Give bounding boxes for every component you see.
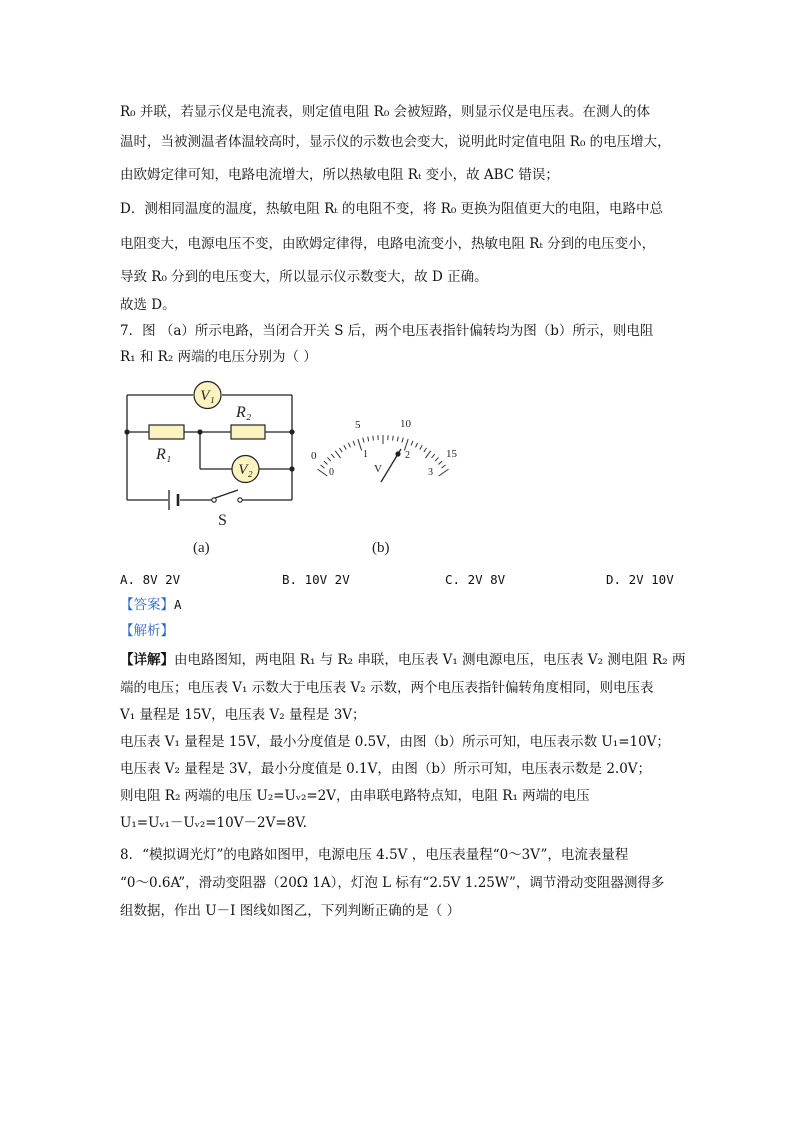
question-8-stem: 8．“模拟调光灯”的电路如图甲，电源电压 4.5V ，电压表量程“0～3V”，电流表量程 [120, 847, 629, 863]
r2-label: R₂ [236, 404, 252, 421]
answer-label: 【答案】 [120, 597, 174, 613]
text-line: 由欧姆定律可知，电路电流增大，所以热敏电阻 Rₜ 变小，故 ABC 错误； [120, 167, 559, 183]
question-7-stem: 7．图 （a）所示电路，当闭合开关 S 后，两个电压表指针偏转均为图（b）所示，则电阻 [120, 323, 654, 339]
figure-b-caption: (b) [372, 540, 390, 555]
detail-text: 由电路图知，两电阻 R₁ 与 R₂ 串联，电压表 V₁ 测电源电压，电压表 V₂ 测电阻 R₂ 两 [174, 652, 686, 668]
dial-tick [327, 457, 330, 461]
dial-tick [321, 465, 325, 468]
dial-label-15: 15 [446, 448, 457, 460]
r1-label: R₁ [156, 446, 172, 463]
dial-tick [425, 451, 430, 458]
dial-tick [339, 448, 342, 452]
detail-text: 电压表 V₁ 量程是 15V，最小分度值是 0.5V，由图（b）所示可知，电压表示数 U₁=10V； [120, 734, 670, 750]
dial-tick [411, 441, 413, 446]
dial-tick [439, 469, 449, 476]
question-8-stem: “0～0.6A”，滑动变阻器（20Ω 1A），灯泡 L 标有“2.5V 1.25W”，调节滑动变阻器测得多 [120, 875, 665, 891]
analysis-label: 【解析】 [120, 623, 174, 639]
dial-tick [363, 438, 364, 443]
text-line: 故选 D。 [120, 297, 176, 313]
text-line: 电阻变大，电源电压不变，由欧姆定律得，电路电流变小，热敏电阻 Rₜ 分到的电压变小， [120, 236, 656, 252]
figure-a-caption: (a) [193, 540, 210, 555]
resistor-r1 [149, 425, 184, 439]
switch-label: S [218, 512, 227, 529]
question-8-stem: 组数据，作出 U－I 图线如图乙，下列判断正确的是（ ） [120, 903, 461, 919]
circuit-diagram-a [118, 380, 308, 555]
detail-text: 端的电压；电压表 V₁ 示数大于电压表 V₂ 示数，两个电压表指针偏转角度相同，则电压表 [120, 680, 654, 696]
dial-tick [373, 436, 374, 441]
dial-label-0: 0 [311, 450, 317, 462]
dial-tick [432, 454, 435, 458]
option-d[interactable]: D. 2V 10V [606, 572, 674, 587]
detail-label: 【详解】 [120, 652, 174, 668]
detail-line [120, 651, 685, 669]
dial-tick [420, 445, 422, 449]
dial-tick [317, 469, 327, 476]
answer-value: A [174, 597, 182, 612]
dial-tick [442, 465, 446, 468]
option-c[interactable]: C. 2V 8V [445, 572, 506, 587]
question-7-stem: R₁ 和 R₂ 两端的电压分别为（ ） [120, 349, 317, 365]
option-a[interactable]: A. 8V 2V [120, 572, 181, 587]
dial-tick [415, 443, 417, 448]
voltmeter-dial-b [308, 380, 468, 555]
dial-tick [435, 457, 438, 461]
dial-tick [404, 439, 408, 450]
text-line: D．测相同温度的温度，热敏电阻 Rₜ 的电阻不变，将 R₀ 更换为阻值更大的电阻，电路中总 [120, 201, 664, 217]
dial-tick [344, 445, 346, 449]
dial-tick [331, 454, 334, 458]
option-b[interactable]: B. 10V 2V [282, 572, 350, 587]
dial-tick [438, 461, 442, 464]
text-line: 导致 R₀ 分到的电压变大，所以显示仪示数变大，故 D 正确。 [120, 269, 488, 285]
dial-inner-0: 0 [329, 467, 334, 478]
dial-tick [397, 436, 398, 441]
dial-tick [358, 439, 362, 450]
text-line: 温时，当被测温者体温较高时，显示仪的示数也会变大，说明此时定值电阻 R₀ 的电压增大， [120, 134, 671, 150]
dial-tick [335, 451, 340, 458]
dial-label-5: 5 [355, 419, 361, 431]
dial-unit: V [374, 463, 382, 475]
dial-inner-1: 1 [363, 449, 368, 460]
dial-tick [348, 443, 350, 448]
v1-label: V₁ [200, 388, 215, 404]
text-line: R₀ 并联，若显示仪是电流表，则定值电阻 R₀ 会被短路，则显示仪是电压表。在测人的体 [120, 104, 651, 120]
dial-tick [368, 436, 369, 441]
dial-tick [402, 438, 403, 443]
dial-tick [324, 461, 328, 464]
resistor-r2 [231, 425, 265, 439]
dial-label-10: 10 [400, 418, 411, 430]
dial-tick [424, 448, 427, 452]
dial-inner-3: 3 [428, 467, 433, 478]
dial-tick [393, 436, 394, 441]
dial-inner-2: 2 [405, 450, 410, 461]
detail-text: V₁ 量程是 15V，电压表 V₂ 量程是 3V； [120, 707, 366, 723]
detail-text: 则电阻 R₂ 两端的电压 U₂=Uᵥ₂=2V，由串联电路特点知，电阻 R₁ 两端的电压 [120, 788, 590, 804]
detail-text: 电压表 V₂ 量程是 3V，最小分度值是 0.1V，由图（b）所示可知，电压表示数是 2.0V； [120, 761, 652, 777]
v2-label: V₂ [238, 462, 253, 478]
detail-text: U₁=Uᵥ₁－Uᵥ₂=10V－2V=8V. [120, 815, 307, 831]
answer-line [120, 596, 182, 614]
dial-tick [353, 441, 355, 446]
